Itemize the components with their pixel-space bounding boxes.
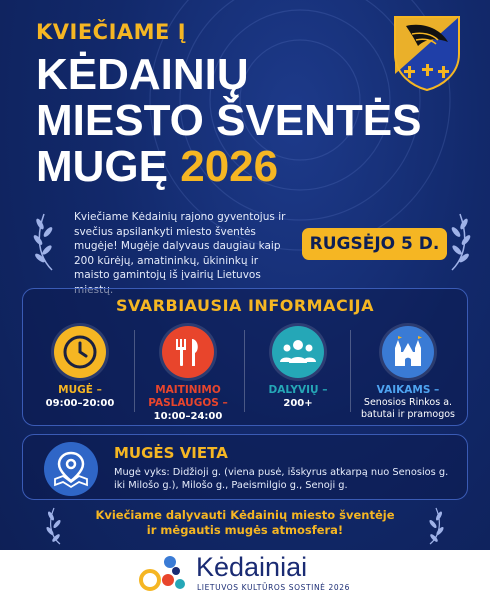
kedainiai-logo-icon [136,554,188,596]
invite-line-2: ir mėgautis mugės atmosfera! [146,523,344,537]
card-value: 200+ [283,398,313,409]
title-year: 2026 [180,142,279,191]
people-icon [272,326,324,378]
card-value: 09:00–20:00 [45,398,115,409]
card-value-line2: batutai ir pramogos [361,409,455,420]
card-divider [134,330,135,412]
card-label-line1: MAITINIMO [155,384,221,396]
invite-text [0,508,490,538]
laurel-right-icon [446,210,472,272]
cutlery-icon [162,326,214,378]
info-card-kids [356,326,460,421]
card-divider [350,330,351,412]
clock-icon [54,326,106,378]
info-card-fair-hours [32,326,128,410]
laurel-small-right-icon [424,506,446,546]
title-line-3-prefix: MUGĘ [36,142,168,191]
card-value-line1: Senosios Rinkos a. [363,397,453,408]
title-line-1: KĖDAINIŲ [36,50,249,99]
page-title [36,52,422,190]
info-title: SVARBIAUSIA INFORMACIJA [115,296,374,315]
card-label-line2: PASLAUGOS – [148,397,228,409]
logo-name: Kėdainiai [196,552,308,582]
venue-text: Mugė vyks: Didžioji g. (viena pusė, išskyrus atkarpą nuo Senosios g. iki Milošo g.), Milošo g., Paeismilgio g., Senoji g. [114,467,449,491]
intro-text: Kviečiame Kėdainių rajono gyventojus ir svečius apsilankyti miesto šventės mugėje! Mugėje dalyvaus daugiau kaip 200 kūrėjų, amatininkų, ūkininkų ir maisto gamintojų iš įvairių Lietuvos miestų. [74,211,286,296]
card-label: MUGĖ – [58,384,102,396]
title-line-2: MIESTO ŠVENTĖS [36,96,422,145]
info-card-catering [140,326,236,423]
bouncy-castle-icon [382,326,434,378]
invite-line-1: Kviečiame dalyvauti Kėdainių miesto šventėje [95,508,395,522]
card-value: 10:00–24:00 [153,411,223,422]
date-badge: RUGSĖJO 5 D. [302,228,447,260]
card-divider [244,330,245,412]
laurel-left-icon [32,210,58,272]
coat-of-arms-icon [392,14,462,92]
logo-subtitle: LIETUVOS KULTŪROS SOSTINĖ 2026 [197,583,350,592]
card-label: DALYVIŲ – [268,384,328,396]
card-label: VAIKAMS – [376,384,440,396]
title-line-3 [36,144,422,190]
info-card-participants [250,326,346,410]
map-pin-icon [44,442,98,496]
kicker-text: KVIEČIAME Į [36,20,187,44]
venue-title: MUGĖS VIETA [114,444,228,462]
